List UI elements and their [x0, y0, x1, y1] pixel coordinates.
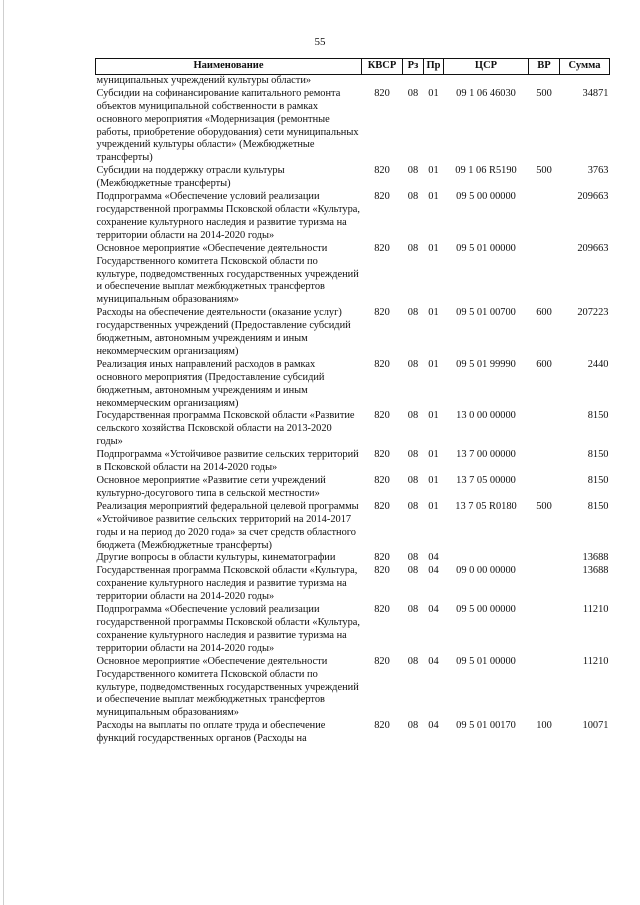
cell-csr: 09 0 00 00000	[456, 565, 516, 577]
cell-rz: 08	[407, 87, 419, 99]
header-vr: ВР	[529, 59, 560, 75]
table-row	[96, 604, 610, 656]
cell-pr: 04	[428, 720, 439, 732]
cell-rz: 08	[407, 307, 419, 319]
cell-sum: 8150	[587, 449, 609, 461]
cell-kvsr: 820	[374, 552, 390, 564]
cell-sum	[560, 74, 610, 87]
cell-pr: 01	[428, 410, 439, 422]
cell-name: Расходы на обеспечение деятельности (оказание услуг) государственных учреждений (Предоставление субсидий бюджетным, автономным учреждениям и иным некоммерческим организациям)	[96, 307, 351, 357]
cell-kvsr: 820	[374, 307, 390, 319]
cell-name: Государственная программа Псковской области «Культура, сохранение культурного наследия и развитие туризма на территории области на 2014-2020 годы»	[96, 565, 358, 603]
cell-kvsr: 820	[374, 410, 390, 422]
scan-edge-line	[3, 0, 4, 905]
table-body	[96, 74, 610, 746]
cell-name: Подпрограмма «Обеспечение условий реализации государственной программы Псковской области «Культура, сохранение культурного наследия и развитие туризма на территории области на 2014-2020 годы»	[96, 604, 361, 654]
cell-kvsr: 820	[374, 604, 390, 616]
cell-csr: 09 5 01 00700	[456, 307, 516, 319]
cell-vr	[529, 475, 560, 501]
cell-sum: 11210	[582, 655, 609, 667]
table-row	[96, 565, 610, 604]
cell-rz: 08	[407, 242, 419, 254]
header-csr: ЦСР	[444, 59, 529, 75]
cell-vr: 600	[536, 358, 552, 370]
table-header	[96, 59, 610, 75]
cell-csr: 09 1 06 R5190	[455, 165, 517, 177]
cell-csr: 13 0 00 00000	[456, 410, 516, 422]
header-sum: Сумма	[560, 59, 610, 75]
cell-rz: 08	[407, 449, 419, 461]
cell-vr	[529, 243, 560, 308]
table-row	[96, 449, 610, 475]
cell-rz: 08	[407, 165, 419, 177]
table-row	[96, 552, 610, 565]
cell-vr	[529, 74, 560, 87]
cell-name: Расходы на выплаты по оплате труда и обеспечение функций государственных органов (Расходы на	[96, 720, 326, 745]
cell-rz: 08	[407, 552, 419, 564]
cell-vr: 500	[536, 500, 552, 512]
cell-kvsr: 820	[374, 720, 390, 732]
cell-vr	[529, 552, 560, 565]
cell-sum: 10071	[582, 720, 609, 732]
cell-vr: 600	[536, 307, 552, 319]
cell-name: Другие вопросы в области культуры, кинематографии	[96, 552, 336, 564]
cell-rz: 08	[407, 720, 419, 732]
table-row	[96, 88, 610, 165]
cell-sum: 11210	[582, 604, 609, 616]
cell-kvsr	[362, 74, 403, 87]
cell-name: Основное мероприятие «Обеспечение деятельности Государственного комитета Псковской области по культуре, подведомственных государственных учреждений и обеспечение выплат межбюджетных трансфертов муниципальным образованиям»	[96, 655, 359, 719]
cell-csr: 09 5 01 00170	[456, 720, 516, 732]
cell-pr: 01	[428, 358, 439, 370]
cell-pr: 04	[428, 552, 439, 564]
cell-sum: 209663	[577, 191, 609, 203]
cell-kvsr: 820	[374, 191, 390, 203]
cell-vr	[529, 449, 560, 475]
cell-name: Реализация мероприятий федеральной целевой программы «Устойчивое развитие сельских территорий на 2014-2017 годы и на период до 2020 года» за счет средств областного бюджета (Межбюджетные трансферты)	[96, 500, 359, 551]
cell-kvsr: 820	[374, 449, 390, 461]
cell-name: Подпрограмма «Устойчивое развитие сельских территорий в Псковской области на 2014-2020 годы»	[96, 449, 359, 474]
header-pr: Пр	[424, 59, 444, 75]
cell-kvsr: 820	[374, 475, 390, 486]
cell-pr: 01	[428, 242, 439, 254]
cell-rz: 08	[407, 191, 419, 203]
cell-sum: 34871	[582, 87, 609, 99]
table-row	[96, 656, 610, 721]
table-row	[96, 720, 610, 746]
cell-vr	[529, 410, 560, 449]
cell-pr: 04	[428, 604, 439, 616]
cell-name: Основное мероприятие «Обеспечение деятельности Государственного комитета Псковской области по культуре, подведомственных государственных учреждений и обеспечение выплат межбюджетных трансфертов муниципальным образованиям»	[96, 242, 359, 306]
cell-kvsr: 820	[374, 565, 390, 577]
cell-kvsr: 820	[374, 165, 390, 177]
header-kvsr: КВСР	[362, 59, 403, 75]
table-row	[96, 191, 610, 243]
cell-vr	[529, 565, 560, 604]
cell-pr: 01	[428, 191, 439, 203]
cell-name: Реализация иных направлений расходов в рамках основного мероприятия (Предоставление субсидий бюджетным, автономным учреждениям и иным некоммерческим организациям)	[96, 358, 325, 409]
cell-pr: 01	[428, 500, 439, 512]
header-rz: Рз	[403, 59, 424, 75]
header-name: Наименование	[96, 59, 362, 75]
table-row	[96, 410, 610, 449]
cell-kvsr: 820	[374, 358, 390, 370]
budget-table	[95, 58, 610, 746]
cell-pr: 04	[428, 655, 439, 667]
cell-sum: 13688	[582, 565, 609, 577]
cell-pr: 01	[428, 475, 439, 486]
cell-csr: 09 5 01 00000	[456, 655, 516, 667]
cell-rz: 08	[407, 565, 419, 577]
cell-pr: 01	[428, 165, 439, 177]
cell-csr: 09 5 01 99990	[456, 358, 516, 370]
cell-rz: 08	[407, 475, 419, 486]
cell-csr: 13 7 05 R0180	[455, 500, 517, 512]
cell-kvsr: 820	[374, 242, 390, 254]
cell-name: муниципальных учреждений культуры области»	[96, 74, 312, 86]
table-row	[96, 243, 610, 308]
cell-vr: 500	[536, 165, 552, 177]
cell-csr: 13 7 05 00000	[456, 475, 516, 486]
cell-pr: 01	[428, 87, 439, 99]
cell-sum: 8150	[587, 410, 609, 422]
cell-pr	[424, 74, 444, 87]
cell-kvsr: 820	[374, 87, 390, 99]
cell-sum: 3763	[587, 165, 609, 177]
cell-vr	[529, 656, 560, 721]
cell-pr: 01	[428, 307, 439, 319]
table-row	[96, 307, 610, 359]
cell-pr: 04	[428, 565, 439, 577]
cell-sum: 13688	[582, 552, 609, 564]
table-row	[96, 359, 610, 411]
table-row	[96, 501, 610, 553]
cell-csr: 09 5 01 00000	[456, 242, 516, 254]
cell-rz	[403, 74, 424, 87]
cell-name: Субсидии на поддержку отрасли культуры (Межбюджетные трансферты)	[96, 165, 285, 190]
cell-rz: 08	[407, 358, 419, 370]
cell-kvsr: 820	[374, 655, 390, 667]
cell-rz: 08	[407, 410, 419, 422]
cell-pr: 01	[428, 449, 439, 461]
cell-csr	[444, 552, 529, 565]
cell-rz: 08	[407, 604, 419, 616]
table-row	[96, 165, 610, 191]
table-row	[96, 74, 610, 87]
cell-sum: 209663	[577, 242, 609, 254]
cell-sum: 2440	[587, 358, 609, 370]
cell-csr: 09 5 00 00000	[456, 191, 516, 203]
page-number: 55	[314, 36, 326, 48]
cell-vr: 500	[536, 87, 552, 99]
cell-rz: 08	[407, 500, 419, 512]
cell-rz: 08	[407, 655, 419, 667]
cell-sum: 8150	[587, 475, 609, 486]
cell-sum: 8150	[587, 500, 609, 512]
cell-vr	[529, 191, 560, 243]
cell-name: Субсидии на софинансирование капитального ремонта объектов муниципальной собственности в рамках основного мероприятия «Модернизация (ремонтные работы, приобретение оборудования) сети муниципальных учреждений культуры области» (Межбюджетные трансферты)	[96, 87, 359, 164]
cell-sum: 207223	[577, 307, 609, 319]
cell-kvsr: 820	[374, 500, 390, 512]
cell-vr: 100	[536, 720, 552, 732]
table-row	[96, 475, 610, 501]
cell-csr: 13 7 00 00000	[456, 449, 516, 461]
cell-name: Государственная программа Псковской области «Развитие сельского хозяйства Псковской области на 2013-2020 годы»	[96, 410, 355, 448]
cell-vr	[529, 604, 560, 656]
cell-csr: 09 5 00 00000	[456, 604, 516, 616]
cell-csr	[444, 74, 529, 87]
cell-name: Подпрограмма «Обеспечение условий реализации государственной программы Псковской области «Культура, сохранение культурного наследия и развитие туризма на территории области на 2014-2020 годы»	[96, 191, 361, 241]
cell-name: Основное мероприятие «Развитие сети учреждений культурно-досугового типа в сельской местности»	[96, 475, 326, 499]
cell-csr: 09 1 06 46030	[456, 87, 516, 99]
